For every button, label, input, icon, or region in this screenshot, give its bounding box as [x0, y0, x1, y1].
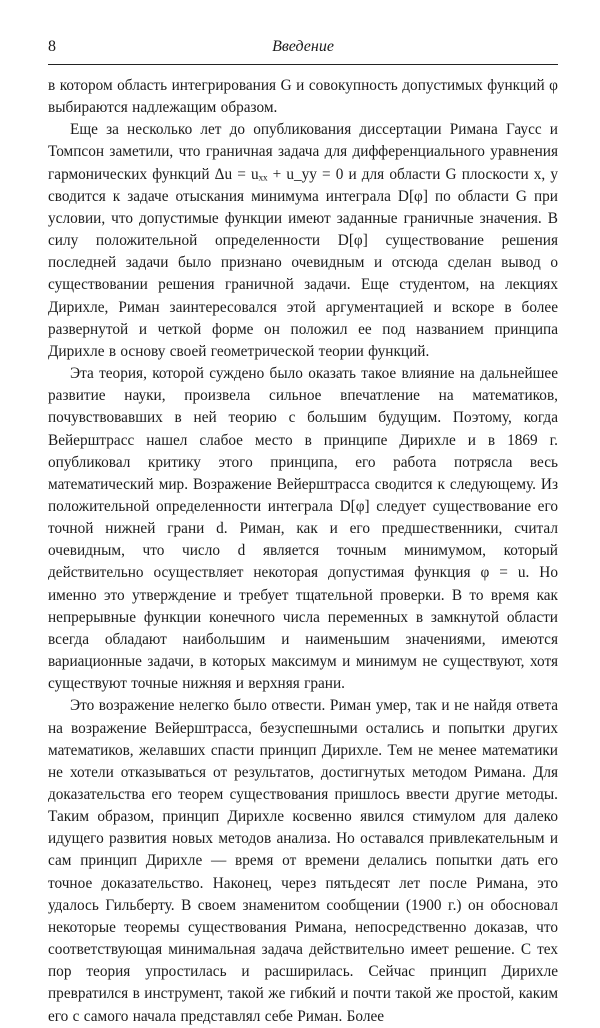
- page-number: 8: [48, 38, 56, 55]
- header-rule: [48, 64, 558, 65]
- paragraph-hilbert-proof: Это возражение нелегко было отвести. Риман умер, так и не найдя ответа на возражение Вейерштрасса, безуспешными остались и попытки других математиков, желавших спасти принцип Дирихле. Тем не менее математики не хотели отказываться от результатов, достигнутых методом Римана. Для доказательства его теорем существования пришлось ввести другие методы. Таким образом, принцип Дирихле косвенно явился стимулом для далеко идущего развития новых методов анализа. Но оставался привлекательным и сам принцип Дирихле — время от времени делались попытки дать его точное доказательство. Наконец, через пятьдесят лет после Римана, это удалось Гильберту. В своем знаменитом сообщении (1900 г.) он обосновал некоторые теоремы существования Римана, непосредственно доказав, что соответствующая минимальная задача действительно имеет решение. С тех пор теория упростилась и расширилась. Сейчас принцип Дирихле превратился в инструмент, такой же гибкий и почти такой же простой, каким его с самого начала представлял себе Риман. Более: [48, 697, 558, 1025]
- page-header: [48, 38, 558, 58]
- page-body: [48, 75, 558, 1028]
- paragraph-gauss-thomson: Еще за несколько лет до опубликования диссертации Римана Гаусс и Томпсон заметили, что граничная задача для дифференциального уравнения гармонических функций Δu = uₓₓ + u_yy = 0 и для области G плоскости x, y сводится к задаче отыскания минимума интеграла D[φ] по области G при условии, что допустимые функции имеют заданные граничные значения. В силу положительной определенности D[φ] существование решения последней задачи было признано очевидным и отсюда сделан вывод о существовании решения граничной задачи. Еще студентом, на лекциях Дирихле, Риман заинтересовался этой аргументацией и вскоре в более развернутой и четкой форме он положил ее под названием принципа Дирихле в основу своей геометрической теории функций.: [48, 121, 558, 360]
- book-page: [48, 38, 558, 1028]
- paragraph-continuation: в котором область интегрирования G и совокупность допустимых функций φ выбираются надлежащим образом.: [48, 77, 558, 117]
- paragraph-weierstrass-objection: Эта теория, которой суждено было оказать такое влияние на дальнейшее развитие науки, произвела сильное впечатление на математиков, почувствовавших в ней теорию с большим будущим. Поэтому, когда Вейерштрасс нашел слабое место в принципе Дирихле и в 1869 г. опубликовал критику этого принципа, его работа потрясла весь математический мир. Возражение Вейерштрасса сводится к следующему. Из положительной определенности интеграла D[φ] следует существование его точной нижней грани d. Риман, как и его предшественники, считал очевидным, что число d является точным минимумом, который действительно осуществляет некоторая допустимая функция φ = u. Но именно это утверждение и требует тщательной проверки. В то время как непрерывные функции конечного числа переменных в замкнутой области всегда обладают наибольшим и наименьшим значениями, имеются вариационные задачи, в которых максимум и минимум не существуют, хотя существуют точные нижняя и верхняя грани.: [48, 365, 558, 693]
- running-title: Введение: [272, 38, 334, 55]
